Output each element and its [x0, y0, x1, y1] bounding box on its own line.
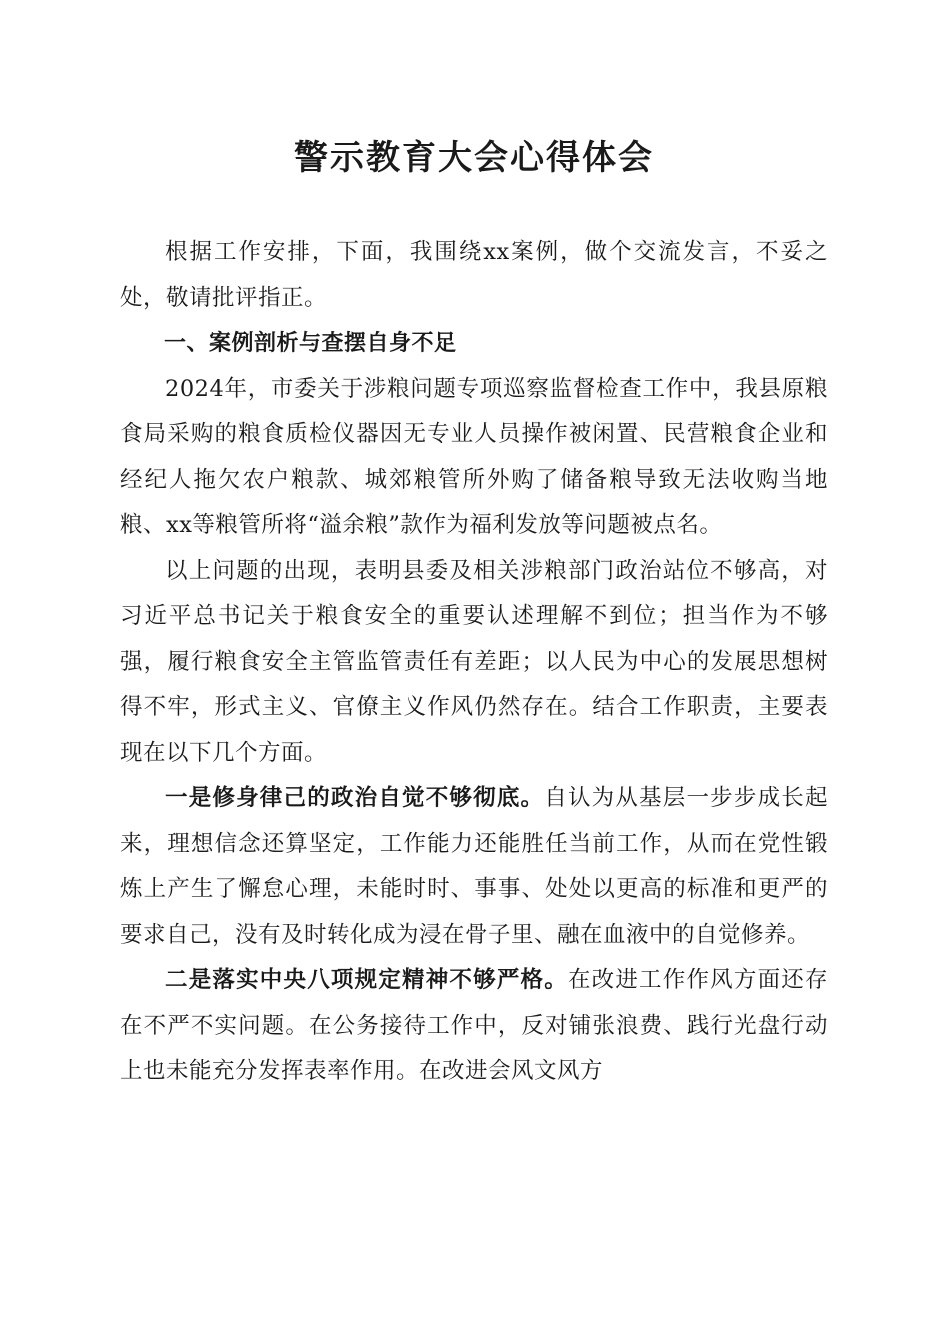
point-two-lead: 二是落实中央八项规定精神不够严格。 — [165, 967, 568, 993]
analysis-paragraph: 以上问题的出现，表明县委及相关涉粮部门政治站位不够高，对习近平总书记关于粮食安全的重要认述理解不到位；担当作为不够强，履行粮食安全主管监管责任有差距；以人民为中心的发展思想树得不牢，形式主义、官僚主义作风仍然存在。结合工作职责，主要表现在以下几个方面。 — [120, 557, 828, 766]
point-one-paragraph — [120, 776, 828, 958]
section-heading: 一、案例剖析与查摆自身不足 — [164, 331, 457, 356]
point-two-paragraph — [120, 958, 828, 1095]
document-page — [120, 130, 828, 1095]
point-one-lead: 一是修身律己的政治自觉不够彻底。 — [165, 785, 545, 811]
point-one-body: 自认为从基层一步步成长起来，理想信念还算坚定，工作能力还能胜任当前工作，从而在党性锻炼上产生了懈怠心理，未能时时、事事、处处以更高的标准和更严的要求自己，没有及时转化成为浸在骨子里、融在血液中的自觉修养。 — [120, 785, 828, 948]
case-paragraph: 2024年，市委关于涉粮问题专项巡察监督检查工作中，我县原粮食局采购的粮食质检仪器因无专业人员操作被闲置、民营粮食企业和经纪人拖欠农户粮款、城郊粮管所外购了储备粮导致无法收购当地粮、xx等粮管所将“溢余粮”款作为福利发放等问题被点名。 — [120, 375, 828, 538]
document-title: 警示教育大会心得体会 — [294, 138, 654, 178]
intro-paragraph: 根据工作安排，下面，我围绕xx案例，做个交流发言，不妥之处，敬请批评指正。 — [120, 239, 828, 311]
point-two-body: 在改进工作作风方面还存在不严不实问题。在公务接待工作中，反对铺张浪费、践行光盘行动上也未能充分发挥表率作用。在改进会风文风方 — [120, 967, 828, 1084]
